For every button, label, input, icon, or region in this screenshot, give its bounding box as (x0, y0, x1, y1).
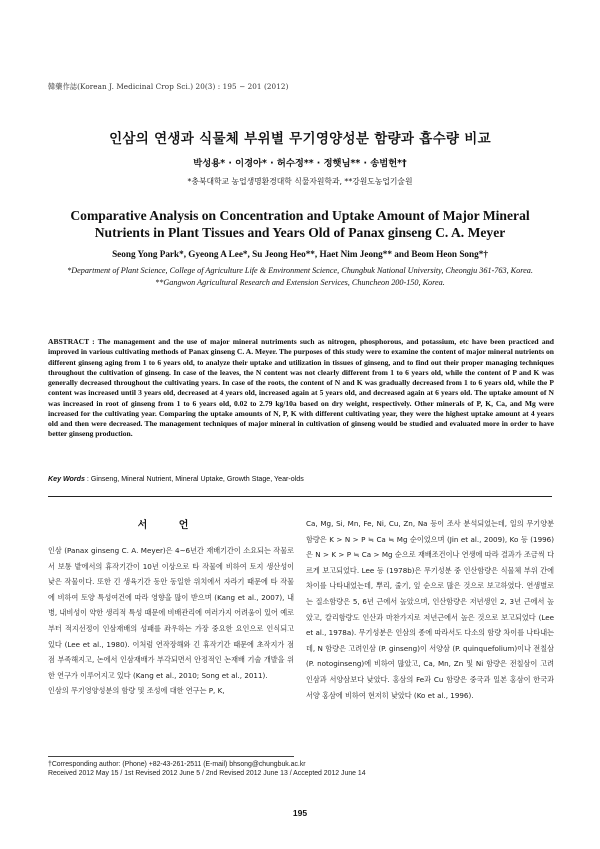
section-divider (48, 496, 552, 497)
korean-affiliation: *충북대학교 농업생명환경대학 식물자원학과, **강원도농업기술원 (187, 177, 413, 186)
section-heading-introduction: 서 언 (137, 520, 203, 531)
footnote-divider (48, 756, 294, 757)
keywords-list: : Ginseng, Mineral Nutrient, Mineral Uptake, Growth Stage, Year-olds (84, 475, 304, 483)
footnote (48, 760, 366, 779)
keywords (48, 475, 554, 483)
keywords-label: Key Words (48, 475, 85, 483)
english-title: Comparative Analysis on Concentration and Uptake Amount of Major Mineral Nutrients in Plant Tissues and Years Old of Panax ginseng C. A. Meyer (70, 208, 530, 240)
affiliation-gangwon: **Gangwon Agricultural Research and Extension Services, Chuncheon 200-150, Korea. (155, 277, 445, 287)
korean-authors: 박성용* · 이경아* · 허수정** · 정햇님** · 송범헌*† (193, 158, 407, 169)
received-dates: Received 2012 May 15 / 1st Revised 2012 June 5 / 2nd Revised 2012 June 13 / Accepted 2012 June 14 (48, 770, 366, 778)
english-affiliation (54, 265, 546, 288)
left-column (48, 543, 294, 699)
intro-paragraph-2: 인삼의 무기영양성분의 함량 및 조성에 대한 연구는 P, K, (48, 686, 225, 696)
affiliation-chungbuk: *Department of Plant Science, College of Agriculture Life & Environment Science, Chungbuk National University, Cheongju 361-763, Korea. (67, 266, 533, 275)
corresponding-author: †Corresponding author: (Phone) +82-43-261-2511 (E-mail) bhsong@chungbuk.ac.kr (48, 761, 306, 768)
intro-paragraph-1: 인삼 (Panax ginseng C. A. Meyer)은 4~6년간 재배기간이 소요되는 작물로서 보통 밭에서의 휴작기간이 10년 이상으로 타 작물에 비하여 토지 생산성이 낮은 작물이다. 또한 긴 생육기간 동안 동일한 위치에서 자라기 때문에 타 작물에 비하여 토양 특성여건에 따라 영향을 많이 받으며 (Kang et al., 2007), 내병, 내비성이 약한 생리적 특성 때문에 비배관리에 여러가지 어려움이 있어 예로부터 적지선정이 인삼재배의 성패를 좌우하는 가장 중요한 요인으로 인식되고 있다 (Lee et al., 1980). 이처럼 연작장해와 긴 휴작기간 때문에 초작지가 점점 부족해지고, 논에서 인삼재배가 부각되면서 안정적인 논재배 기술 개발을 위한 연구가 이루어지고 있다 (Kang et al., 2010; Song et al., 2011). (48, 546, 294, 680)
right-column: Ca, Mg, Si, Mn, Fe, Ni, Cu, Zn, Na 등이 조사 분석되었는데, 일의 무기양분 함량은 K > N > P ≒ Ca ≒ Mg 순이었으며 (Jin et al., 2009), Ko 등 (1996)은 N > K > P ≒ Ca > Mg 순으로 재배조건이나 연생에 따라 결과가 조금씩 다르게 보고되었다. Lee 등 (1978b)은 무기성분 중 인산함량은 식물체 부위 간에 차이를 나타내었는데, 뿌리, 줄기, 잎 순으로 많은 것으로 보고하였다. 연생별로는 질소함량은 5, 6년 근에서 높았으며, 인산함량은 저년생인 2, 3년 근에서 높았고, 칼리함량도 인산과 마찬가지로 저년근에서 높은 것으로 보고되었다 (Lee et al., 1978a). 무기성분은 인삼의 종에 따라서도 다소의 함량 차이를 나타내는데, N 함량은 고려인삼 (P. ginseng)이 서양삼 (P. quinquefolium)이나 전칠삼 (P. notoginseng)에 비하여 많았고, Ca, Mn, Zn 및 Ni 함량은 전칠삼이 고려인삼과 서양삼보다 낮았다. 홍삼의 Fe과 Cu 함량은 중국과 일본 홍삼이 한국과 서양 홍삼에 비하여 현저히 낮았다 (Ko et al., 1996). (306, 519, 554, 700)
korean-title: 인삼의 연생과 식물체 부위별 무기영양성분 함량과 흡수량 비교 (109, 131, 491, 147)
journal-citation: 韓藥作誌(Korean J. Medicinal Crop Sci.) 20(3) : 195 − 201 (2012) (48, 82, 289, 91)
page-number: 195 (292, 808, 308, 818)
english-authors: Seong Yong Park*, Gyeong A Lee*, Su Jeong Heo**, Haet Nim Jeong** and Beom Heon Song*† (112, 249, 488, 259)
abstract: ABSTRACT : The management and the use of major mineral nutriments such as nitrogen, phosphorous, and potassium, etc have been practiced and improved in various cultivating methods of Panax ginseng C. A. Meyer. The purposes of this study were to examine the content of major mineral nutrients on different ginseng aging from 1 to 6 years old, to analyze their uptake and utilization in tissues of ginseng, and to find out their proper managing techniques throughout the cultivation of ginseng. In case of the leaves, the N content was not clearly different from 1 to 6 years old, while the content of P and K was generally decreased throughout the cultivating years. In case of the roots, the content of N and K was gradually decreased from 1 to 6 years old, while the P content was increased until 3 years old, decreased at 4 years old, increased again at 5 years old, and decreased again at 6 years old. The uptake amount of N was increased in root of ginseng from 1 to 6 years old, 0.02 to 2.79 kg/10a based on dry weight, respectively. Other minerals of P, K, Ca, and Mg were increased for the cultivating year. Comparing the uptake amounts of N, P, K with different cultivating year, they were the highest uptake amount at 4 years old and then were decreased. The management techniques of major mineral in cultivation of ginseng would be studied and evaluated more in order to have better ginseng production. (48, 337, 554, 439)
